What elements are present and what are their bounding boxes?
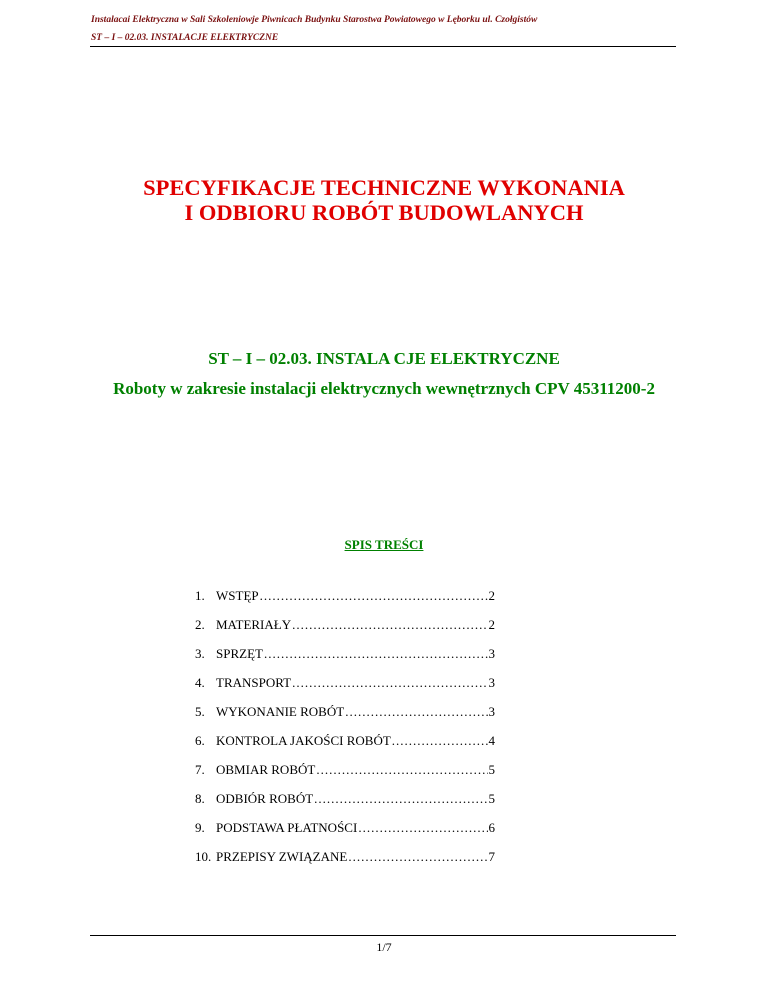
- toc-item-label: WYKONANIE ROBÓT: [216, 704, 345, 719]
- toc-item[interactable]: [195, 704, 495, 733]
- toc-item[interactable]: [195, 820, 495, 849]
- toc-item[interactable]: [195, 617, 495, 646]
- toc-leader-dots: [358, 820, 487, 836]
- toc-leader-dots: [292, 675, 487, 691]
- toc-leader-dots: [392, 733, 488, 749]
- document-title-line1: SPECYFIKACJE TECHNICZNE WYKONANIA: [143, 175, 625, 200]
- toc-item[interactable]: [195, 762, 495, 791]
- toc-item-page: 3: [488, 675, 495, 690]
- toc-item-number: 6.: [195, 733, 205, 748]
- table-of-contents: [195, 588, 495, 878]
- toc-item-label: TRANSPORT: [216, 675, 292, 690]
- footer-divider: [90, 935, 676, 936]
- toc-item-number: 2.: [195, 617, 205, 632]
- toc-item-label: OBMIAR ROBÓT: [216, 762, 316, 777]
- running-header-spec-code: ST – I – 02.03. INSTALACJE ELEKTRYCZNE: [91, 33, 279, 43]
- toc-item-page: 5: [488, 762, 495, 777]
- toc-item-number: 5.: [195, 704, 205, 719]
- toc-item-label: KONTROLA JAKOŚCI ROBÓT: [216, 733, 391, 748]
- toc-item-page: 2: [488, 588, 495, 603]
- toc-leader-dots: [345, 704, 487, 720]
- document-title: [0, 175, 768, 225]
- toc-item[interactable]: [195, 791, 495, 820]
- toc-leader-dots: [292, 617, 487, 633]
- toc-item-number: 4.: [195, 675, 205, 690]
- toc-leader-dots: [260, 588, 488, 604]
- toc-item[interactable]: [195, 588, 495, 617]
- toc-item-number: 8.: [195, 791, 205, 806]
- toc-item-label: WSTĘP: [216, 588, 259, 603]
- spec-code-title: ST – I – 02.03. INSTALA CJE ELEKTRYCZNE: [208, 349, 560, 368]
- toc-item-number: 10.: [195, 849, 212, 864]
- toc-item[interactable]: [195, 675, 495, 704]
- toc-item[interactable]: [195, 849, 495, 878]
- toc-item[interactable]: [195, 646, 495, 675]
- toc-item-page: 5: [488, 791, 495, 806]
- toc-item-label: ODBIÓR ROBÓT: [216, 791, 314, 806]
- toc-item-number: 9.: [195, 820, 205, 835]
- running-header-project: Instalacai Elektryczna w Sali Szkoleniowje Piwnicach Budynku Starostwa Powiatowego w Lęborku ul. Czołgistów: [91, 15, 538, 25]
- spec-subtitle: Roboty w zakresie instalacji elektrycznych wewnętrznych CPV 45311200-2: [113, 379, 655, 398]
- toc-leader-dots: [348, 849, 487, 865]
- toc-heading: SPIS TREŚCI: [344, 537, 424, 552]
- header-divider: [90, 46, 676, 47]
- document-title-line2: I ODBIORU ROBÓT BUDOWLANYCH: [184, 200, 584, 225]
- toc-item-number: 1.: [195, 588, 205, 603]
- toc-leader-dots: [314, 791, 487, 807]
- toc-item-page: 3: [488, 704, 495, 719]
- toc-item-page: 7: [488, 849, 495, 864]
- toc-item[interactable]: [195, 733, 495, 762]
- toc-item-page: 3: [488, 646, 495, 661]
- toc-item-page: 6: [488, 820, 495, 835]
- toc-item-page: 2: [488, 617, 495, 632]
- toc-item-label: PODSTAWA PŁATNOŚCI: [216, 820, 358, 835]
- toc-item-page: 4: [488, 733, 495, 748]
- toc-item-label: MATERIAŁY: [216, 617, 292, 632]
- toc-leader-dots: [264, 646, 488, 662]
- toc-item-label: SPRZĘT: [216, 646, 263, 661]
- toc-item-number: 7.: [195, 762, 205, 777]
- page-number: 1/7: [376, 940, 392, 954]
- toc-item-number: 3.: [195, 646, 205, 661]
- toc-item-label: PRZEPISY ZWIĄZANE: [216, 849, 348, 864]
- toc-leader-dots: [316, 762, 487, 778]
